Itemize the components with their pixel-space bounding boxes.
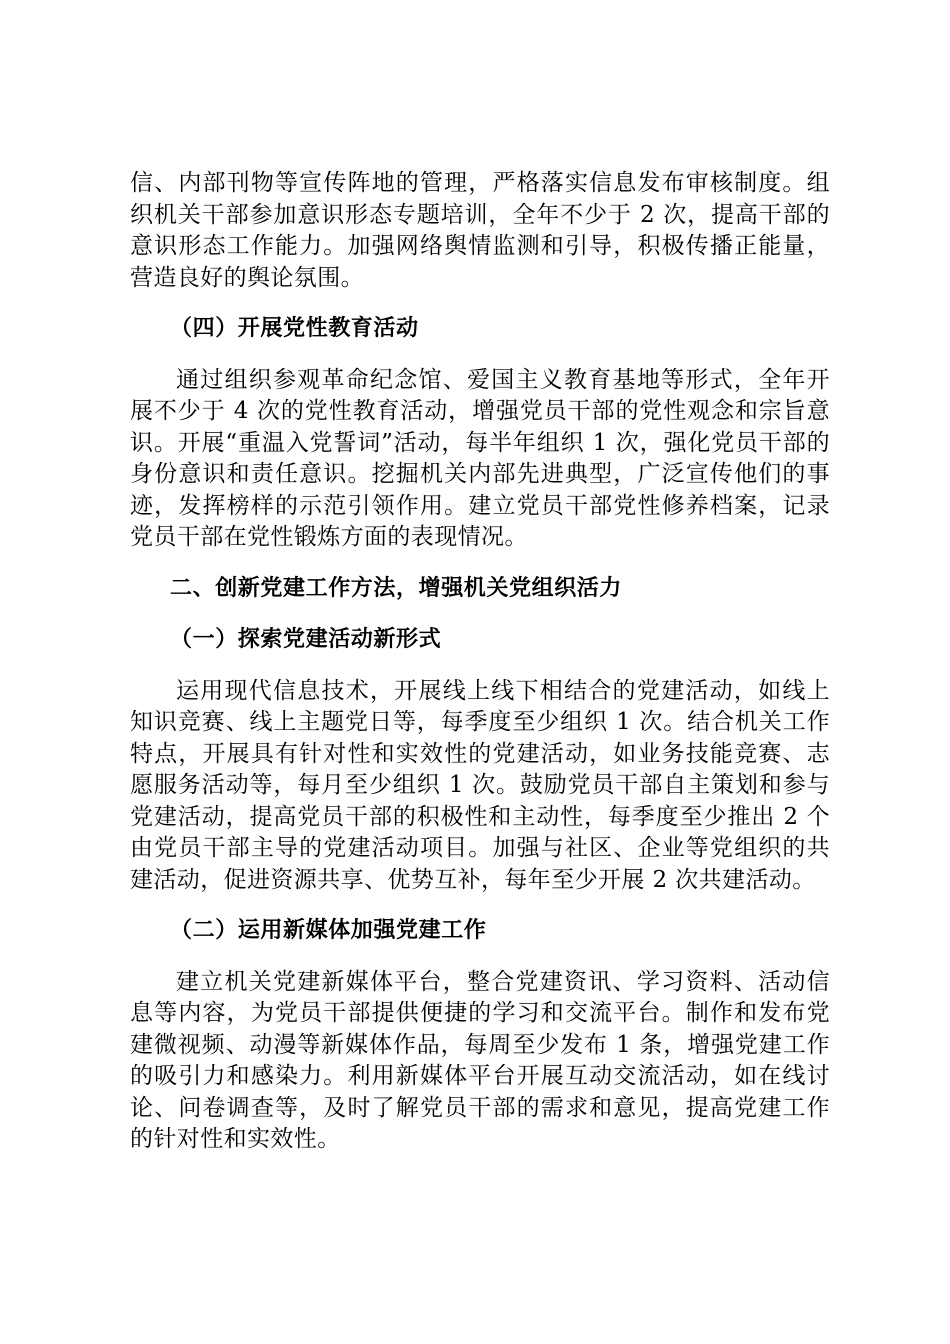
section-heading-2: （二）运用新媒体加强党建工作: [170, 918, 487, 943]
paragraph-new-media: 建立机关党建新媒体平台，整合党建资讯、学习资料、活动信息等内容，为党员干部提供便捷的学习和交流平台。制作和发布党建微视频、动漫等新媒体作品，每周至少发布 1 条，增强党建工作的吸引力和感染力。利用新媒体平台开展互动交流活动，如在线讨论、问卷调查等，及时了解党员干部的需求和意见，提高党建工作的针对性和实效性。: [130, 968, 830, 1152]
section-heading-4: （四）开展党性教育活动: [170, 316, 419, 341]
section-heading-1: （一）探索党建活动新形式: [170, 627, 442, 652]
paragraph-new-forms: 运用现代信息技术，开展线上线下相结合的党建活动，如线上知识竞赛、线上主题党日等，每季度至少组织 1 次。结合机关工作特点，开展具有针对性和实效性的党建活动，如业务技能竞赛、志愿服务活动等，每月至少组织 1 次。鼓励党员干部自主策划和参与党建活动，提高党员干部的积极性和主动性，每季度至少推出 2 个由党员干部主导的党建活动项目。加强与社区、企业等党组织的共建活动，促进资源共享、优势互补，每年至少开展 2 次共建活动。: [130, 677, 830, 893]
document-page: [130, 168, 830, 1156]
chapter-heading-2: 二、创新党建工作方法，增强机关党组织活力: [170, 575, 623, 601]
paragraph-continued: 信、内部刊物等宣传阵地的管理，严格落实信息发布审核制度。组织机关干部参加意识形态专题培训，全年不少于 2 次，提高干部的意识形态工作能力。加强网络舆情监测和引导，积极传播正能量，营造良好的舆论氛围。: [130, 170, 830, 291]
paragraph-party-education: 通过组织参观革命纪念馆、爱国主义教育基地等形式，全年开展不少于 4 次的党性教育活动，增强党员干部的党性观念和宗旨意识。开展“重温入党誓词”活动，每半年组织 1 次，强化党员干部的身份意识和责任意识。挖掘机关内部先进典型，广泛宣传他们的事迹，发挥榜样的示范引领作用。建立党员干部党性修养档案，记录党员干部在党性锻炼方面的表现情况。: [130, 366, 830, 550]
